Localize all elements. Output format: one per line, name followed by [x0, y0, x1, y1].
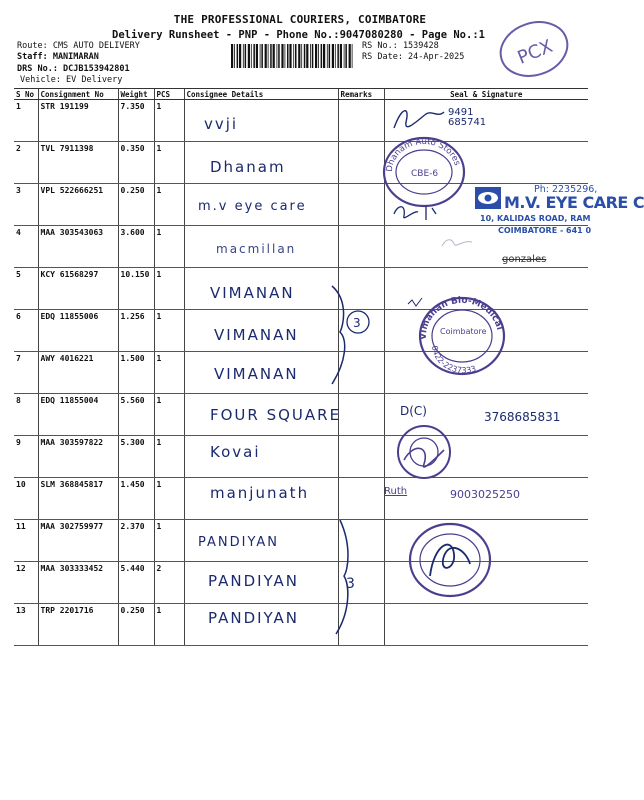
cell-weight: 1.450	[118, 478, 154, 520]
table-row	[14, 562, 588, 604]
cell-consignment-no: SLM 368845817	[38, 478, 118, 520]
cell-sno: 9	[14, 436, 38, 478]
barcode-bar	[285, 44, 286, 68]
barcode-bar	[349, 44, 351, 68]
vimanan-stamp-center: Coimbatore	[440, 327, 487, 336]
vimanan-stamp-phone: 0422-2237333	[429, 344, 478, 376]
cell-pcs: 1	[154, 436, 184, 478]
barcode-bar	[281, 44, 283, 68]
cell-consignment-no: MAA 303333452	[38, 562, 118, 604]
barcode-bar	[352, 44, 353, 68]
table-row	[14, 604, 588, 646]
barcode-bar	[345, 44, 347, 68]
remarks-brace-vimanan	[318, 280, 378, 390]
signature-row3	[390, 200, 442, 224]
vimanan-stamp-ring-text: Vimanan Bio-Medical	[418, 295, 505, 341]
handwritten-consignee-4: macmillan	[216, 242, 297, 256]
cell-pcs: 1	[154, 310, 184, 352]
cell-consignment-no: TRP 2201716	[38, 604, 118, 646]
cell-sno: 7	[14, 352, 38, 394]
svg-text:0422-2237333	[430, 345, 477, 375]
cell-sno: 12	[14, 562, 38, 604]
barcode-bar	[270, 44, 272, 68]
cell-pcs: 1	[154, 142, 184, 184]
cell-sno: 5	[14, 268, 38, 310]
vehicle-label: Vehicle: EV Delivery	[20, 75, 123, 85]
cell-weight: 0.350	[118, 142, 154, 184]
cell-weight: 10.150	[118, 268, 154, 310]
cell-sno: 6	[14, 310, 38, 352]
cell-weight: 5.300	[118, 436, 154, 478]
barcode-bar	[234, 44, 235, 68]
handwritten-consignee-3: m.v eye care	[198, 199, 307, 214]
pcx-stamp	[494, 18, 574, 80]
cell-sno: 10	[14, 478, 38, 520]
cell-consignment-no: MAA 303543063	[38, 226, 118, 268]
cell-weight: 0.250	[118, 184, 154, 226]
handwritten-consignee-9: Kovai	[210, 443, 261, 461]
cell-consignee	[184, 436, 338, 478]
cell-weight: 0.250	[118, 604, 154, 646]
barcode-bar	[304, 44, 306, 68]
barcode-bar	[298, 44, 300, 68]
handwritten-consignee-12: PANDIYAN	[208, 572, 300, 590]
barcode-bar	[231, 44, 233, 68]
handwritten-consignee-1: vvji	[204, 115, 239, 133]
cell-consignment-no: MAA 303597822	[38, 436, 118, 478]
signature-row4: gonzales	[502, 254, 547, 265]
barcode-bar	[237, 44, 239, 68]
cell-pcs: 2	[154, 562, 184, 604]
signature-row4-faint	[438, 232, 478, 252]
barcode-bar	[344, 44, 345, 68]
row9-seal-stamp	[394, 420, 454, 484]
cell-consignment-no: VPL 522666251	[38, 184, 118, 226]
barcode-bar	[239, 44, 241, 68]
signature-row8-initials: D(C)	[400, 404, 427, 418]
mv-eye-care-name: M.V. EYE CARE C	[504, 193, 644, 212]
table-row	[14, 142, 588, 184]
barcode-bar	[248, 44, 250, 68]
table-row	[14, 520, 588, 562]
route-label: Route: CMS AUTO DELIVERY	[17, 41, 140, 51]
cell-consignment-no: MAA 302759977	[38, 520, 118, 562]
remarks-count-pandiyan: 3	[346, 576, 355, 592]
barcode-bar	[327, 44, 328, 68]
barcode-bar	[321, 44, 323, 68]
drs-number: DRS No.: DCJB153942801	[17, 64, 130, 74]
cell-pcs: 1	[154, 184, 184, 226]
cell-sno: 13	[14, 604, 38, 646]
cell-pcs: 1	[154, 394, 184, 436]
rs-date: RS Date: 24-Apr-2025	[362, 52, 465, 62]
barcode-bar	[260, 44, 261, 68]
vimanan-bio-medical-stamp	[416, 294, 508, 378]
remarks-count-vimanan: 3	[353, 316, 361, 330]
cell-sno: 3	[14, 184, 38, 226]
barcode-bar	[329, 44, 331, 68]
barcode-bar	[245, 44, 247, 68]
col-header-consignee: Consignee Details	[184, 89, 338, 100]
cell-weight: 5.440	[118, 562, 154, 604]
col-header-remarks: Remarks	[338, 89, 384, 100]
pcx-stamp-text: PCX	[514, 35, 556, 69]
barcode-bar	[312, 44, 314, 68]
signature-row8-phone: 3768685831	[484, 410, 561, 424]
company-name: THE PROFESSIONAL COURIERS, COIMBATORE	[173, 13, 427, 26]
barcode-bar	[295, 44, 297, 68]
cell-sno: 11	[14, 520, 38, 562]
dhanam-stamp-ring-text: Dhanam Auto Stores	[384, 136, 462, 173]
barcode-bar	[323, 44, 325, 68]
handwritten-consignee-11: PANDIYAN	[198, 535, 280, 550]
barcode-bar	[287, 44, 289, 68]
cell-weight: 2.370	[118, 520, 154, 562]
col-header-weight: Weight	[118, 89, 154, 100]
cell-remarks	[338, 394, 384, 436]
cell-remarks	[338, 436, 384, 478]
handwritten-consignee-2: Dhanam	[210, 158, 286, 176]
cell-weight: 3.600	[118, 226, 154, 268]
barcode-bar	[306, 44, 308, 68]
cell-weight: 1.500	[118, 352, 154, 394]
barcode-bar	[340, 44, 342, 68]
table-row	[14, 436, 588, 478]
cell-weight: 7.350	[118, 100, 154, 142]
cell-weight: 1.256	[118, 310, 154, 352]
col-header-consignment: Consignment No	[38, 89, 118, 100]
barcode-bar	[310, 44, 311, 68]
cell-consignment-no: EDQ 11855004	[38, 394, 118, 436]
barcode-bar	[318, 44, 319, 68]
cell-pcs: 1	[154, 478, 184, 520]
round-seal-stamp	[404, 520, 496, 600]
cell-remarks	[338, 226, 384, 268]
handwritten-consignee-13: PANDIYAN	[208, 609, 300, 627]
barcode-bar	[243, 44, 244, 68]
barcode-bar	[253, 44, 255, 68]
signature-row10-phone: 9003025250	[450, 488, 520, 501]
rs-number: RS No.: 1539428	[362, 41, 439, 51]
barcode-bar	[251, 44, 252, 68]
cell-pcs: 1	[154, 226, 184, 268]
cell-consignment-no: STR 191199	[38, 100, 118, 142]
cell-pcs: 1	[154, 268, 184, 310]
cell-sno: 1	[14, 100, 38, 142]
mv-eye-care-address: 10, KALIDAS ROAD, RAM	[480, 214, 591, 223]
handwritten-consignee-10: manjunath	[210, 484, 310, 502]
runsheet-subtitle: Delivery Runsheet - PNP - Phone No.:9047080280 - Page No.:1	[112, 29, 485, 41]
barcode-bar	[265, 44, 267, 68]
barcode-bar	[332, 44, 334, 68]
remarks-brace-pandiyan	[326, 516, 376, 638]
col-header-seal: Seal & Signature	[384, 89, 588, 100]
mv-eye-care-city: COIMBATORE - 641 0	[498, 226, 592, 235]
cell-consignment-no: EDQ 11855006	[38, 310, 118, 352]
mv-eye-care-phone: Ph: 2235296,	[534, 184, 598, 195]
handwritten-consignee-7: VIMANAN	[214, 365, 299, 383]
handwritten-consignee-5: VIMANAN	[210, 284, 295, 302]
signature-row1-phone: 9491 685741	[448, 107, 487, 128]
cell-sno: 2	[14, 142, 38, 184]
barcode-bar	[293, 44, 294, 68]
eye-icon	[474, 186, 502, 210]
barcode-bar	[277, 44, 278, 68]
cell-pcs: 1	[154, 100, 184, 142]
cell-pcs: 1	[154, 520, 184, 562]
col-header-sno: S No	[14, 89, 38, 100]
barcode-bar	[261, 44, 263, 68]
cell-sno: 4	[14, 226, 38, 268]
cell-seal-signature	[384, 604, 588, 646]
dhanam-stamp-center: CBE-6	[411, 169, 439, 179]
handwritten-consignee-6: VIMANAN	[214, 326, 299, 344]
barcode-bar	[335, 44, 336, 68]
table-header-row	[14, 89, 588, 100]
cell-remarks	[338, 478, 384, 520]
handwritten-consignee-8: FOUR SQUARE	[210, 406, 342, 424]
barcode-bar	[301, 44, 302, 68]
cell-weight: 5.560	[118, 394, 154, 436]
barcode-bar	[273, 44, 275, 68]
barcode-bar	[289, 44, 291, 68]
col-header-pcs: PCS	[154, 89, 184, 100]
cell-pcs: 1	[154, 352, 184, 394]
cell-consignment-no: AWY 4016221	[38, 352, 118, 394]
cell-consignment-no: TVL 7911398	[38, 142, 118, 184]
barcode-bar	[337, 44, 339, 68]
staff-label: Staff: MANIMARAN	[17, 52, 99, 62]
cell-sno: 8	[14, 394, 38, 436]
barcode-bar	[278, 44, 280, 68]
barcode-bar	[315, 44, 317, 68]
signature-row10: Ruth	[384, 486, 408, 497]
barcode	[231, 44, 356, 68]
cell-consignment-no: KCY 61568297	[38, 268, 118, 310]
barcode-bar	[256, 44, 258, 68]
cell-pcs: 1	[154, 604, 184, 646]
barcode-bar	[268, 44, 269, 68]
